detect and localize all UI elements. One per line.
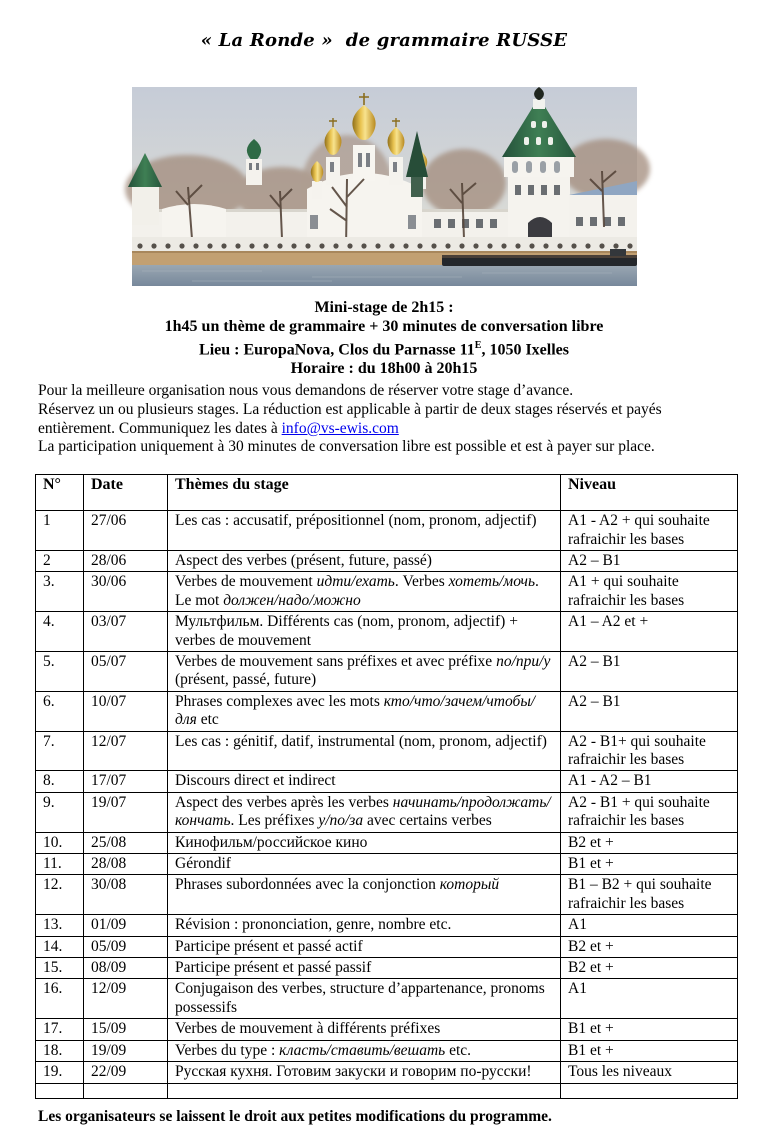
page-title: « La Ronde » de grammaire RUSSE: [200, 30, 568, 51]
cell-niveau: A1 + qui souhaite rafraichir les bases: [561, 572, 738, 612]
cell-date: 19/07: [84, 792, 168, 832]
stage-info-location: Lieu : EuropaNova, Clos du Parnasse $11^E$, 1050 Ixelles: [199, 340, 569, 359]
cell-theme: Révision : prononciation, genre, nombre etc.: [168, 915, 561, 936]
cell-niveau: B1 – B2 + qui souhaite rafraichir les bases: [561, 875, 738, 915]
cell-num: 14.: [36, 936, 84, 957]
booking-line-2: Réservez un ou plusieurs stages. La réduction est applicable à partir de deux stages réservés et payés entièrement. Communiquez les dates à info@vs-ewis.com: [38, 401, 662, 437]
cell-num: 10.: [36, 832, 84, 853]
monastery-photo-art: [132, 87, 637, 286]
cell-theme: Discours direct et indirect: [168, 771, 561, 792]
cell-date: 08/09: [84, 958, 168, 979]
cell-num: 19.: [36, 1062, 84, 1083]
cell-date: 22/09: [84, 1062, 168, 1083]
cell-date: 10/07: [84, 691, 168, 731]
stage-info-duration: Mini-stage de 2h15 :: [314, 299, 454, 316]
column-header-theme: Thèmes du stage: [168, 475, 561, 511]
cell-date: 30/06: [84, 572, 168, 612]
cell-num: 17.: [36, 1019, 84, 1040]
cell-theme: Aspect des verbes (présent, future, passé): [168, 550, 561, 571]
cell-niveau: A1 - A2 – B1: [561, 771, 738, 792]
cell-theme: Aspect des verbes après les verbes начинать/продолжать/кончать. Les préfixes у/по/за avec certains verbes: [168, 792, 561, 832]
cell-date: 05/07: [84, 651, 168, 691]
table-row: [36, 1019, 738, 1040]
cell-theme: Verbes de mouvement à différents préfixes: [168, 1019, 561, 1040]
monastery-photo: [132, 87, 637, 286]
column-header-num: N°: [36, 475, 84, 511]
cell-num: 9.: [36, 792, 84, 832]
cell-niveau: B1 et +: [561, 1040, 738, 1061]
cell-date: 17/07: [84, 771, 168, 792]
cell-niveau: A2 - B1+ qui souhaite rafraichir les bases: [561, 731, 738, 771]
cell-theme: Мультфильм. Différents cas (nom, pronom, adjectif) + verbes de mouvement: [168, 612, 561, 652]
cell-niveau: B1 et +: [561, 854, 738, 875]
cell-theme: Verbes de mouvement sans préfixes et avec préfixe по/при/у (présent, passé, future): [168, 651, 561, 691]
cell-date: 12/09: [84, 979, 168, 1019]
table-header-row: [36, 475, 738, 511]
cell-niveau: A1: [561, 915, 738, 936]
cell-num: 5.: [36, 651, 84, 691]
table-row: [36, 612, 738, 652]
cell-niveau: B2 et +: [561, 936, 738, 957]
cell-niveau: A2 - B1 + qui souhaite rafraichir les bases: [561, 792, 738, 832]
table-row-empty: [36, 1083, 738, 1098]
column-header-niveau: Niveau: [561, 475, 738, 511]
table-row: [36, 771, 738, 792]
cell-date: 30/08: [84, 875, 168, 915]
table-row: [36, 651, 738, 691]
cell-num: 16.: [36, 979, 84, 1019]
cell-num: 8.: [36, 771, 84, 792]
cell-theme: Кинофильм/российское кино: [168, 832, 561, 853]
cell-date: 05/09: [84, 936, 168, 957]
cell-theme: Participe présent et passé passif: [168, 958, 561, 979]
cell-theme: Conjugaison des verbes, structure d’appartenance, pronoms possessifs: [168, 979, 561, 1019]
cell-date: 25/08: [84, 832, 168, 853]
cell-theme: Verbes de mouvement идти/ехать. Verbes хотеть/мочь. Le mot должен/надо/можно: [168, 572, 561, 612]
cell-num: 15.: [36, 958, 84, 979]
table-row: [36, 875, 738, 915]
table-row: [36, 1062, 738, 1083]
cell-theme: Русская кухня. Готовим закуски и говорим по-русски!: [168, 1062, 561, 1083]
cell-niveau: A2 – B1: [561, 691, 738, 731]
email-link[interactable]: info@vs-ewis.com: [281, 419, 399, 437]
stage-info-hours: Horaire : du 18h00 à 20h15: [290, 360, 478, 378]
cell-num: 6.: [36, 691, 84, 731]
cell-num: 7.: [36, 731, 84, 771]
table-row: [36, 572, 738, 612]
cell-num: 11.: [36, 854, 84, 875]
cell-theme: Participe présent et passé actif: [168, 936, 561, 957]
cell-niveau: A1 – A2 et +: [561, 612, 738, 652]
cell-date: 19/09: [84, 1040, 168, 1061]
table-row: [36, 550, 738, 571]
column-header-date: Date: [84, 475, 168, 511]
cell-date: 03/07: [84, 612, 168, 652]
cell-date: 28/08: [84, 854, 168, 875]
table-row: [36, 511, 738, 551]
table-row: [36, 691, 738, 731]
cell-niveau: Tous les niveaux: [561, 1062, 738, 1083]
cell-theme: Les cas : génitif, datif, instrumental (nom, pronom, adjectif): [168, 731, 561, 771]
table-row: [36, 958, 738, 979]
cell-niveau: A2 – B1: [561, 651, 738, 691]
schedule-table: [35, 474, 738, 1098]
document-page: [0, 30, 768, 1125]
cell-date: 12/07: [84, 731, 168, 771]
table-row: [36, 979, 738, 1019]
cell-num: 4.: [36, 612, 84, 652]
booking-line-3: La participation uniquement à 30 minutes de conversation libre est possible et est à payer sur place.: [38, 438, 655, 456]
superscript-e: E: [474, 340, 482, 351]
table-row: [36, 936, 738, 957]
cell-theme: Les cas : accusatif, prépositionnel (nom, pronom, adjectif): [168, 511, 561, 551]
cell-num: 12.: [36, 875, 84, 915]
cell-date: 01/09: [84, 915, 168, 936]
cell-niveau: A1: [561, 979, 738, 1019]
cell-niveau: B2 et +: [561, 832, 738, 853]
booking-info: [38, 382, 738, 457]
cell-theme: Phrases complexes avec les mots кто/что/зачем/чтобы/для etc: [168, 691, 561, 731]
cell-theme: Phrases subordonnées avec la conjonction который: [168, 875, 561, 915]
cell-theme: Verbes du type : класть/ставить/вешать etc.: [168, 1040, 561, 1061]
cell-niveau: A1 - A2 + qui souhaite rafraichir les bases: [561, 511, 738, 551]
footer-note: Les organisateurs se laissent le droit aux petites modifications du programme.: [38, 1107, 552, 1125]
booking-line-1: Pour la meilleure organisation nous vous demandons de réserver votre stage d’avance.: [38, 382, 574, 400]
table-row: [36, 832, 738, 853]
table-row: [36, 792, 738, 832]
cell-num: 18.: [36, 1040, 84, 1061]
cell-niveau: A2 – B1: [561, 550, 738, 571]
table-row: [36, 854, 738, 875]
cell-date: 27/06: [84, 511, 168, 551]
cell-niveau: B2 et +: [561, 958, 738, 979]
cell-theme: Gérondif: [168, 854, 561, 875]
cell-niveau: B1 et +: [561, 1019, 738, 1040]
cell-date: 28/06: [84, 550, 168, 571]
cell-num: 3.: [36, 572, 84, 612]
cell-num: 1: [36, 511, 84, 551]
table-row: [36, 915, 738, 936]
stage-info-format: 1h45 un thème de grammaire + 30 minutes de conversation libre: [164, 318, 604, 335]
cell-date: 15/09: [84, 1019, 168, 1040]
cell-num: 13.: [36, 915, 84, 936]
table-row: [36, 731, 738, 771]
table-row: [36, 1040, 738, 1061]
stage-info-block: [0, 298, 768, 378]
cell-num: 2: [36, 550, 84, 571]
